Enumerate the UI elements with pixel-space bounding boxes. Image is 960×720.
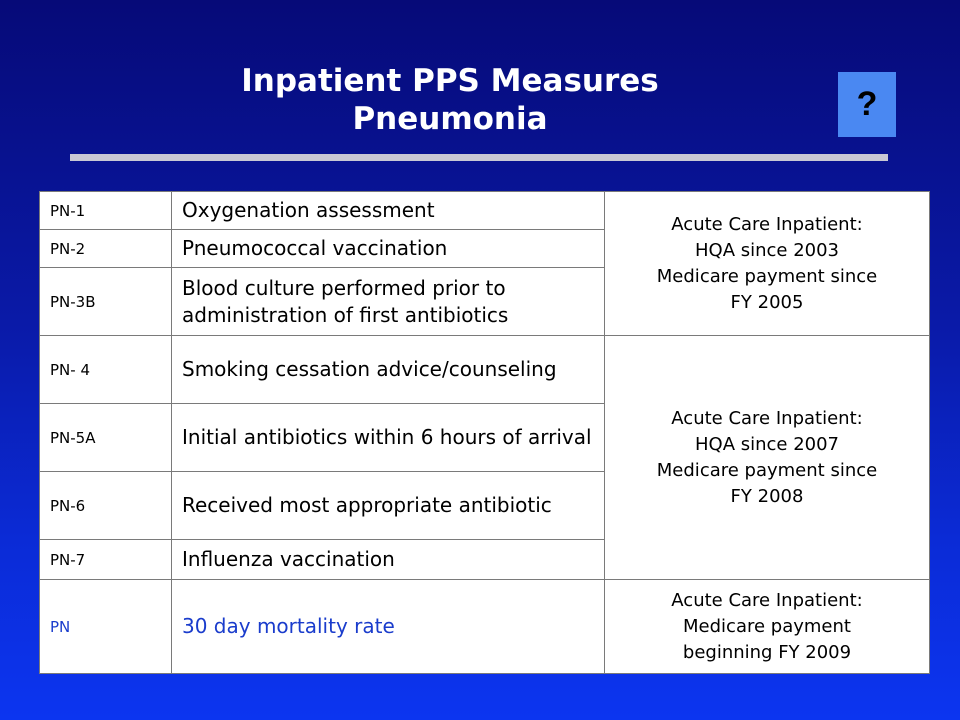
measure-id: PN-1 [40,192,172,230]
status-line: Medicare payment since [656,459,878,481]
measure-description: Blood culture performed prior to administration of first antibiotics [172,268,605,336]
title-line-2: Pneumonia [352,101,548,137]
measure-description: Initial antibiotics within 6 hours of arrival [172,404,605,472]
table-row [40,336,930,404]
measure-description: Pneumococcal vaccination [172,230,605,268]
status-line: HQA since 2003 [694,239,840,261]
status-line: Medicare payment since [656,265,878,287]
measure-description: Smoking cessation advice/counseling [172,336,605,404]
status-line: Acute Care Inpatient: [671,213,863,235]
measure-id: PN-2 [40,230,172,268]
status-line: beginning FY 2009 [682,641,852,663]
measure-description: Influenza vaccination [172,540,605,580]
status-line: HQA since 2007 [694,433,840,455]
measure-description: Received most appropriate antibiotic [172,472,605,540]
measure-id: PN-6 [40,472,172,540]
measure-id: PN-3B [40,268,172,336]
status-line: Acute Care Inpatient: [671,589,863,611]
measure-id: PN- 4 [40,336,172,404]
measure-id: PN-5A [40,404,172,472]
measure-description: 30 day mortality rate [172,580,605,674]
measure-status [605,192,930,336]
help-button[interactable]: ? [838,72,896,137]
status-line: FY 2005 [730,291,804,313]
title-line-1: Inpatient PPS Measures [241,63,659,99]
title-divider [70,154,888,161]
measure-id: PN-7 [40,540,172,580]
table-row [40,192,930,230]
measure-status [605,336,930,580]
status-line: Medicare payment [683,615,851,637]
measure-description: Oxygenation assessment [172,192,605,230]
status-line: Acute Care Inpatient: [671,407,863,429]
measure-id: PN [40,580,172,674]
measure-status [605,580,930,674]
table-row [40,580,930,674]
status-line: FY 2008 [730,485,804,507]
slide-title [130,62,770,138]
measures-table [39,191,930,674]
